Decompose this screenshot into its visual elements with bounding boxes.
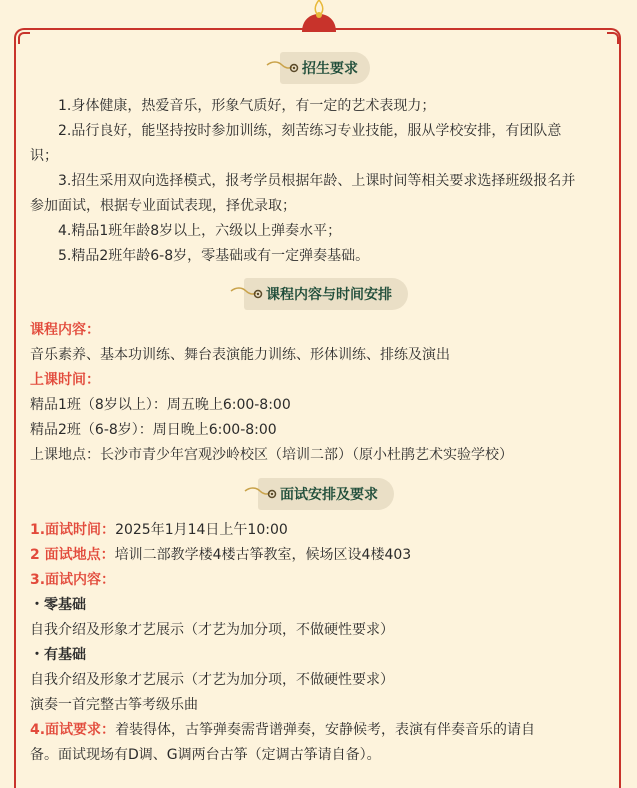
section-header-interview xyxy=(258,478,394,510)
req-line-4: 4.精品1班年龄8岁以上，六级以上弹奏水平； xyxy=(58,223,342,239)
frame-corner-left xyxy=(18,32,30,44)
section-title: 招生要求 xyxy=(302,61,358,77)
req-line-5: 5.精品2班年龄6-8岁，零基础或有一定弹奏基础。 xyxy=(58,248,370,264)
interview-time xyxy=(30,518,610,543)
zero-base-label: ・零基础 xyxy=(30,597,86,613)
course-content: 音乐素养、基本功训练、舞台表演能力训练、形体训练、排练及演出 xyxy=(30,347,450,363)
swirl-ornament-icon xyxy=(266,59,300,77)
swirl-ornament-icon xyxy=(244,485,278,503)
course-time-2: 精品2班（6-8岁）：周日晚上6:00-8:00 xyxy=(30,422,277,438)
section-title: 课程内容与时间安排 xyxy=(266,287,392,303)
interview-place-label: 2 面试地点： xyxy=(30,547,115,563)
course-time-1: 精品1班（8岁以上）：周五晚上6:00-8:00 xyxy=(30,397,291,413)
zero-base-desc: 自我介绍及形象才艺展示（才艺为加分项，不做硬性要求） xyxy=(30,622,394,638)
chinese-knot-icon xyxy=(300,0,338,32)
with-base-piece: 演奏一首完整古筝考级乐曲 xyxy=(30,697,198,713)
interview-content-label: 3.面试内容： xyxy=(30,572,116,588)
interview-req-text-a: 着装得体，古筝弹奏需背谱弹奏，安静候考，表演有伴奏音乐的请自 xyxy=(115,722,536,738)
interview-place-value: 培训二部教学楼4楼古筝教室，候场区设4楼403 xyxy=(114,547,412,563)
req-line-3b: 参加面试，根据专业面试表现，择优录取； xyxy=(30,198,296,214)
interview-req-label: 4.面试要求： xyxy=(30,722,116,738)
section-header-recruit xyxy=(280,52,370,84)
req-line-2a: 2.品行良好，能坚持按时参加训练，刻苦练习专业技能，服从学校安排，有团队意 xyxy=(58,123,562,139)
swirl-ornament-icon xyxy=(230,285,264,303)
frame-corner-right xyxy=(607,32,619,44)
req-line-1: 1.身体健康，热爱音乐，形象气质好，有一定的艺术表现力； xyxy=(58,98,436,114)
with-base-label: ・有基础 xyxy=(30,647,86,663)
section-title: 面试安排及要求 xyxy=(280,487,378,503)
interview-time-value: 2025年1月14日上午10:00 xyxy=(115,522,288,538)
interview-req xyxy=(30,718,610,743)
course-content-label: 课程内容： xyxy=(30,322,100,338)
interview-req-text-b: 备。面试现场有D调、G调两台古筝（定调古筝请自备）。 xyxy=(30,747,381,763)
interview-time-label: 1.面试时间： xyxy=(30,522,116,538)
interview-place xyxy=(30,543,610,568)
course-time-label: 上课时间： xyxy=(30,372,100,388)
req-line-2b: 识； xyxy=(30,148,58,164)
course-place: 上课地点：长沙市青少年宫观沙岭校区（培训二部）（原小杜鹃艺术实验学校） xyxy=(30,447,513,463)
section-header-course xyxy=(244,278,408,310)
with-base-desc: 自我介绍及形象才艺展示（才艺为加分项，不做硬性要求） xyxy=(30,672,394,688)
req-line-3a: 3.招生采用双向选择模式，报考学员根据年龄、上课时间等相关要求选择班级报名并 xyxy=(58,173,576,189)
